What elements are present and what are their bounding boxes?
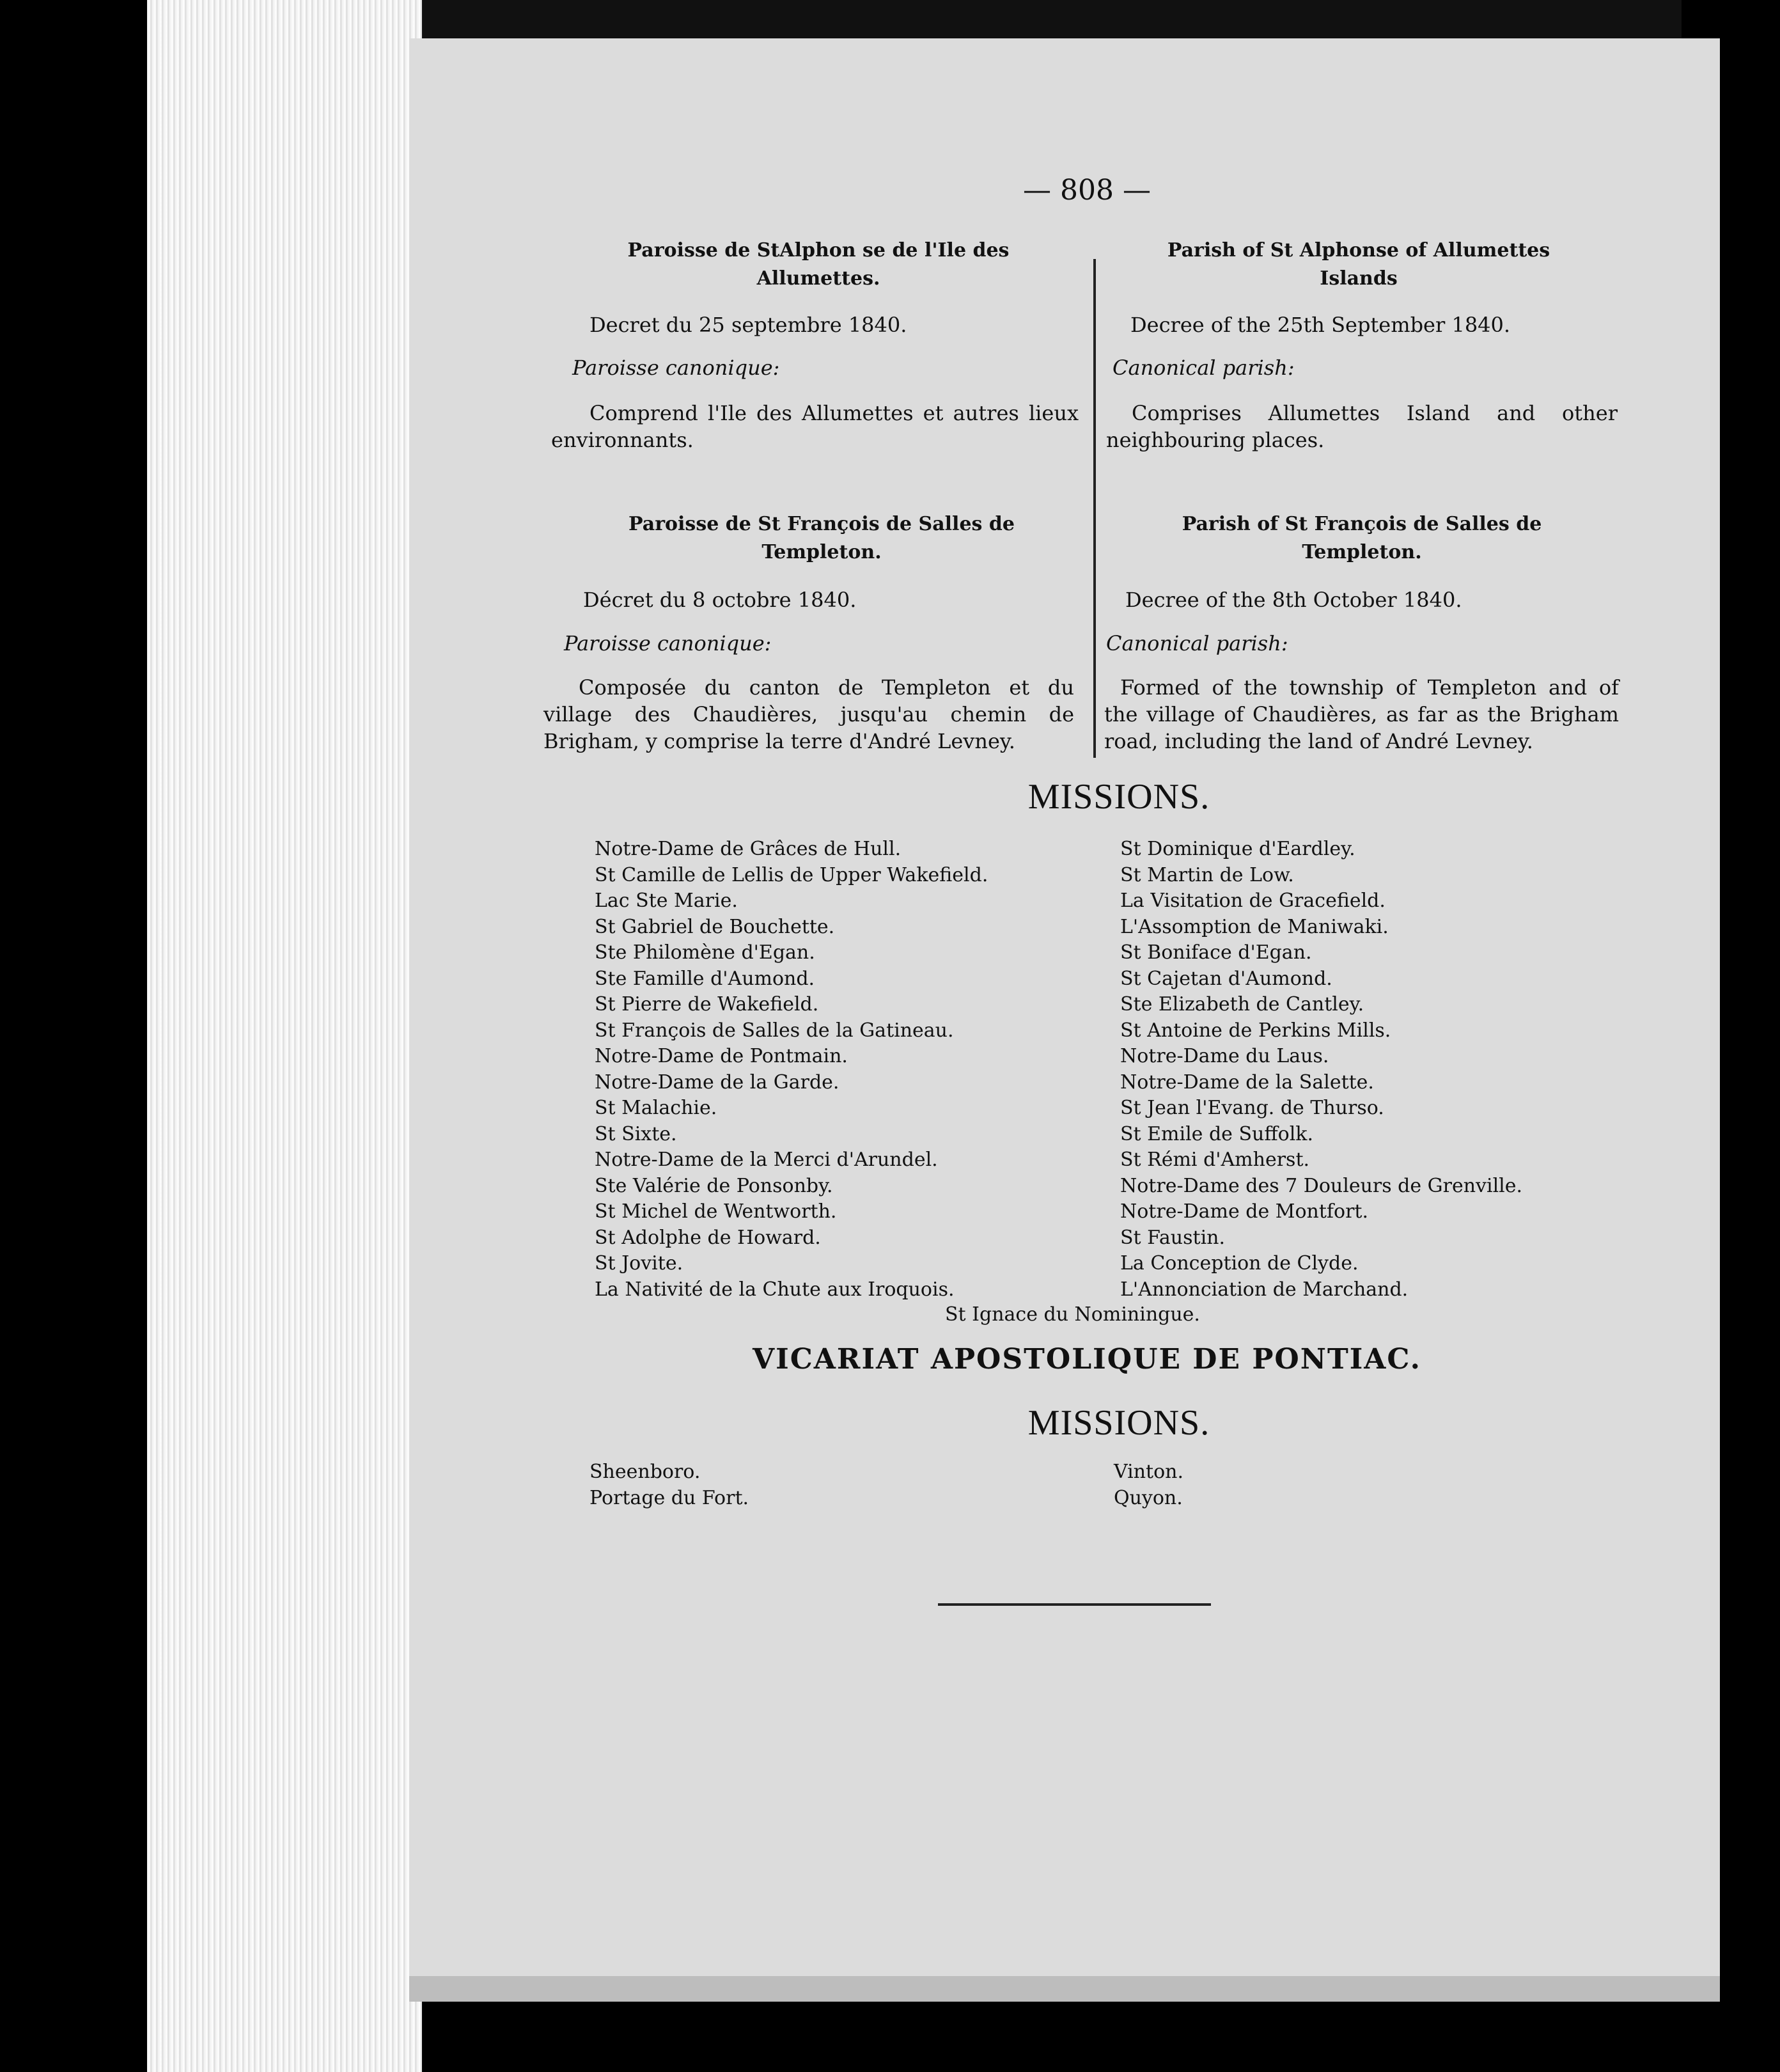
page-number: — 808 — <box>1023 174 1151 207</box>
page-bottom-shadow <box>409 1976 1720 2002</box>
list-item: St François de Salles de la Gatineau. <box>595 1019 954 1042</box>
list-item: St Pierre de Wakefield. <box>595 993 819 1016</box>
section2-fr-title: Paroisse de St François de Salles de Templeton. <box>628 513 1015 563</box>
section1-en-canonical-label: Canonical parish: <box>1112 356 1295 380</box>
list-item: Notre-Dame de la Merci d'Arundel. <box>595 1149 938 1171</box>
list-item: Notre-Dame de la Salette. <box>1120 1071 1374 1094</box>
column-divider <box>1093 259 1096 758</box>
section2-en-description: Formed of the township of Templeton and of the village of Chaudières, as far as the Brigham road, including the land of André Levney. <box>1104 675 1619 753</box>
missions-right-list <box>1120 836 1522 1303</box>
section2-fr-description: Composée du canton de Templeton et du village des Chaudières, jusqu'au chemin de Brigham, y comprise la terre d'André Levney. <box>543 675 1074 753</box>
list-item: L'Annonciation de Marchand. <box>1120 1278 1409 1301</box>
list-item: St Jovite. <box>595 1252 683 1275</box>
list-item: St Martin de Low. <box>1120 863 1294 886</box>
list-item: St Gabriel de Bouchette. <box>595 915 835 938</box>
section2-en-decree: Decree of the 8th October 1840. <box>1125 588 1462 612</box>
section1-fr-canonical-label: Paroisse canonique: <box>572 356 780 380</box>
list-item: L'Assomption de Maniwaki. <box>1120 915 1389 938</box>
missions-heading: MISSIONS. <box>1027 777 1210 817</box>
section1-en-title: Parish of St Alphonse of Allumettes Islands <box>1167 239 1550 290</box>
list-item: Ste Famille d'Aumond. <box>595 967 815 990</box>
section1-fr-description: Comprend l'Ile des Allumettes et autres lieux environnants. <box>551 401 1079 452</box>
list-item: La Nativité de la Chute aux Iroquois. <box>595 1278 955 1301</box>
list-item: Notre-Dame de la Garde. <box>595 1071 839 1094</box>
list-item: St Emile de Suffolk. <box>1120 1122 1314 1145</box>
list-item: Notre-Dame de Pontmain. <box>595 1045 848 1067</box>
missions-2-heading: MISSIONS. <box>1027 1403 1210 1443</box>
section1-fr-title: Paroisse de StAlphon se de l'Ile des Allumettes. <box>627 239 1010 290</box>
list-item: St Sixte. <box>595 1122 677 1145</box>
list-item: Ste Elizabeth de Cantley. <box>1120 993 1364 1016</box>
list-item: St Rémi d'Amherst. <box>1120 1149 1310 1171</box>
list-item: St Faustin. <box>1120 1226 1226 1249</box>
section1-en-decree: Decree of the 25th September 1840. <box>1130 313 1511 337</box>
list-item: Notre-Dame de Montfort. <box>1120 1200 1369 1223</box>
list-item: Lac Ste Marie. <box>595 890 738 912</box>
missions-2-right-list <box>1114 1459 1183 1511</box>
section1-fr-decree: Decret du 25 septembre 1840. <box>589 313 907 337</box>
end-rule <box>938 1603 1211 1606</box>
list-item: St Camille de Lellis de Upper Wakefield. <box>595 863 988 886</box>
list-item: Ste Valérie de Ponsonby. <box>595 1174 833 1197</box>
missions-2-left-list <box>589 1459 749 1511</box>
list-item: Notre-Dame de Grâces de Hull. <box>595 838 902 860</box>
list-item: St Boniface d'Egan. <box>1120 941 1312 964</box>
list-item: La Conception de Clyde. <box>1120 1252 1359 1275</box>
list-item: St Antoine de Perkins Mills. <box>1120 1019 1391 1042</box>
missions-center-item: St Ignace du Nominingue. <box>945 1303 1200 1326</box>
list-item: St Dominique d'Eardley. <box>1120 838 1355 860</box>
section2-en-canonical-label: Canonical parish: <box>1106 631 1288 655</box>
list-item: Vinton. <box>1114 1461 1184 1483</box>
missions-left-list <box>595 836 988 1303</box>
section2-fr-canonical-label: Paroisse canonique: <box>564 631 772 655</box>
list-item: St Jean l'Evang. de Thurso. <box>1120 1097 1384 1119</box>
list-item: Sheenboro. <box>589 1461 701 1483</box>
list-item: St Michel de Wentworth. <box>595 1200 837 1223</box>
section2-fr-decree: Décret du 8 octobre 1840. <box>583 588 857 612</box>
list-item: La Visitation de Gracefield. <box>1120 890 1386 912</box>
vicariat-heading: VICARIAT APOSTOLIQUE DE PONTIAC. <box>753 1343 1421 1376</box>
list-item: St Cajetan d'Aumond. <box>1120 967 1332 990</box>
section1-en-description: Comprises Allumettes Island and other neighbouring places. <box>1106 401 1618 452</box>
list-item: Ste Philomène d'Egan. <box>595 941 815 964</box>
list-item: Portage du Fort. <box>589 1486 749 1509</box>
section2-en-title: Parish of St François de Salles de Templeton. <box>1182 513 1542 563</box>
list-item: Quyon. <box>1114 1486 1183 1509</box>
book-page-edges <box>147 0 422 2072</box>
list-item: Notre-Dame du Laus. <box>1120 1045 1329 1067</box>
list-item: St Malachie. <box>595 1097 717 1119</box>
list-item: St Adolphe de Howard. <box>595 1226 821 1249</box>
list-item: Notre-Dame des 7 Douleurs de Grenville. <box>1120 1174 1523 1197</box>
